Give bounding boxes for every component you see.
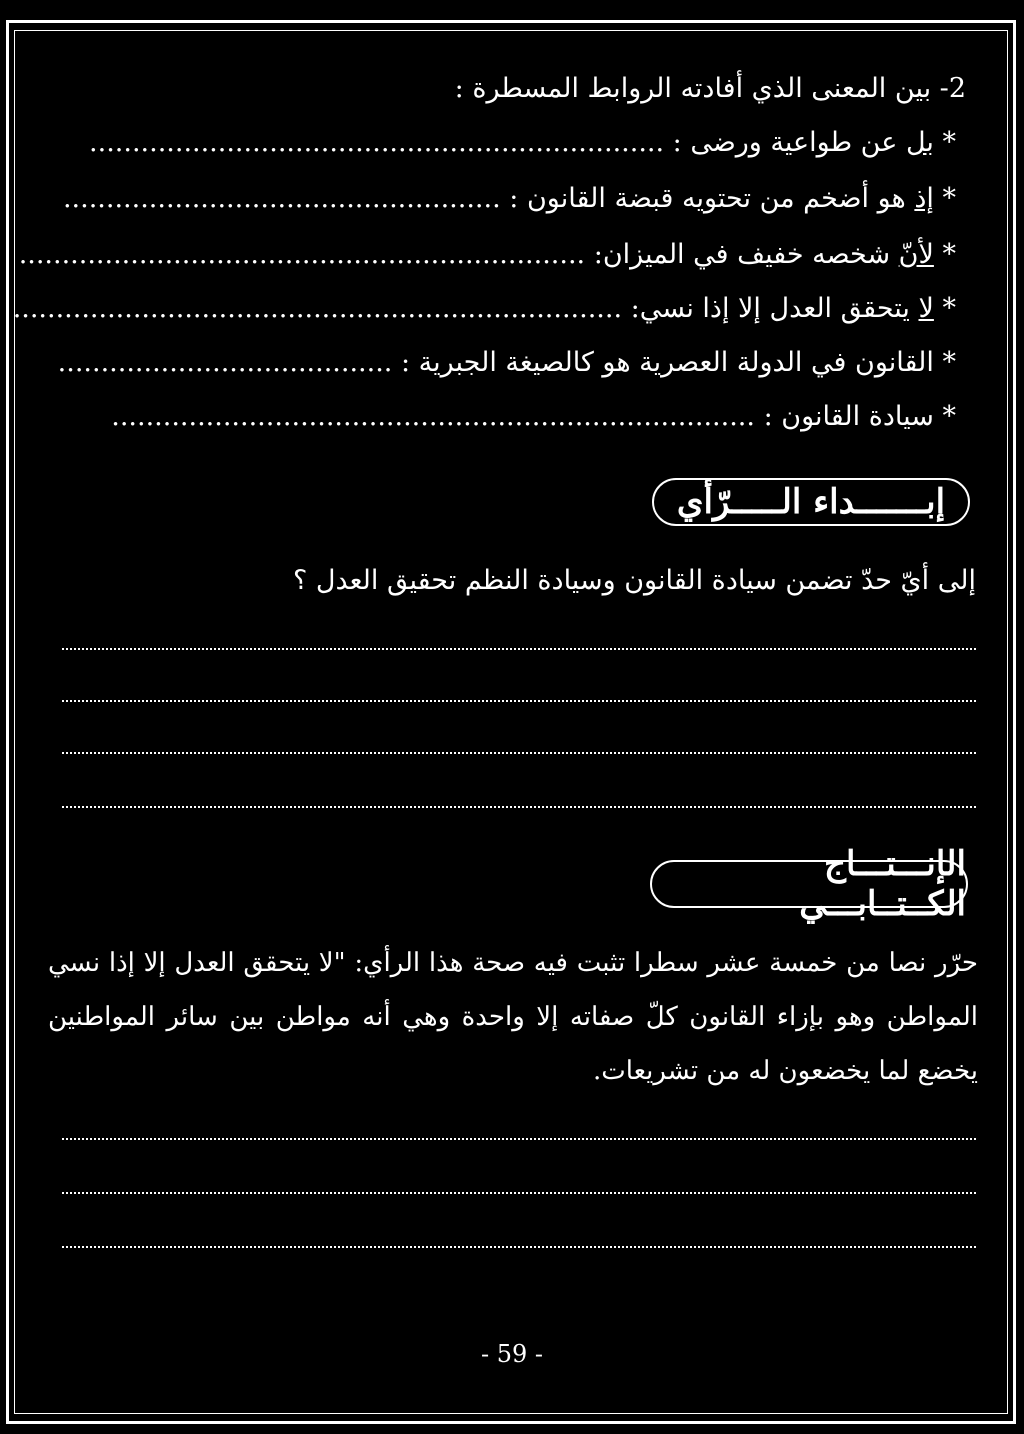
writing-line-3 (62, 1246, 976, 1248)
section2-item-6: * سيادة القانون : ........................................................................... (111, 401, 956, 432)
section2-heading: 2- بين المعنى الذي أفادته الروابط المسطرة : (454, 73, 966, 104)
answer-line-3 (62, 752, 976, 754)
answer-line-2 (62, 700, 976, 702)
section2-item-5: * القانون في الدولة العصرية هو كالصيغة الجبرية : ....................................... (57, 347, 956, 378)
section2-item-3: * لأنّ شخصه خفيف في الميزان: .................................................................. (18, 239, 956, 270)
section2-item-2: * إذ هو أضخم من تحتويه قبضة القانون : ................................................... (62, 183, 956, 214)
opinion-question: إلى أيّ حدّ تضمن سيادة القانون وسيادة النظم تحقيق العدل ؟ (292, 565, 976, 596)
writing-line-1 (62, 1138, 976, 1140)
section2-item-1: * بل عن طواعية ورضى : ................................................................... (89, 127, 956, 158)
writing-prompt: حرّر نصا من خمسة عشر سطرا تثبت فيه صحة هذا الرأي: "لا يتحقق العدل إلا إذا نسي المواطن وهو بإزاء القانون كلّ صفاته إلا واحدة وهي أنه مواطن بين سائر المواطنين يخضع لما يخضعون له من تشريعات. (48, 948, 978, 1086)
page-number: - 59 - (480, 1340, 543, 1368)
writing-heading: الإنـــتـــاج الكــتــابـــي (650, 860, 968, 908)
answer-line-4 (62, 806, 976, 808)
opinion-heading: إبـــــــداء الـــــرّأي (652, 478, 970, 526)
writing-line-2 (62, 1192, 976, 1194)
section2-item-4: * لا يتحقق العدل إلا إذا نسي: ....................................................................... (12, 293, 956, 324)
answer-line-1 (62, 648, 976, 650)
